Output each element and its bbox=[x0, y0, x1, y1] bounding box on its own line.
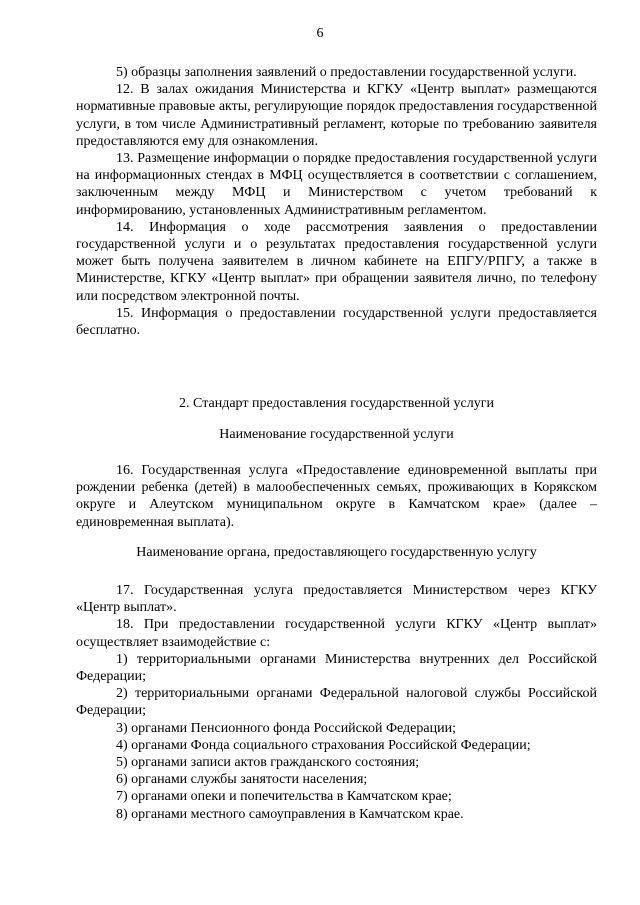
list-item-1: 1) территориальными органами Министерства внутренних дел Российской Федерации; bbox=[76, 651, 597, 685]
list-item-2: 2) территориальными органами Федеральной налоговой службы Российской Федерации; bbox=[76, 686, 597, 719]
paragraph-item-5: 5) образцы заполнения заявлений о предоставлении государственной услуги. bbox=[116, 65, 577, 80]
paragraph-15: 15. Информация о предоставлении государственной услуги предоставляется бесплатно. bbox=[76, 305, 597, 339]
subheading-service-name: Наименование государственной услуги bbox=[219, 427, 454, 442]
paragraph-14: 14. Информация о ходе рассмотрения заявления о предоставлении государственной услуги и о результатах предоставления государственной услуги может быть получена заявителем в личном кабинете на ЕПГУ/РПГУ, а также в Министерстве, КГКУ «Центр выплат» при обращении заявителя лично, по телефону или посредством электронной почты. bbox=[76, 219, 597, 304]
paragraph-12: 12. В залах ожидания Министерства и КГКУ «Центр выплат» размещаются нормативные правовые акты, регулирующие порядок предоставления государственной услуги, в том числе Административный регламент, которые по требованию заявителя предоставляются ему для ознакомления. bbox=[76, 82, 597, 149]
list-item-6: 6) органами службы занятости населения; bbox=[116, 772, 368, 788]
list-item-4: 4) органами Фонда социального страхования Российской Федерации; bbox=[116, 737, 531, 753]
paragraph-17: 17. Государственная услуга предоставляется Министерством через КГКУ «Центр выплат». bbox=[76, 583, 597, 616]
subheading-block-2 bbox=[76, 544, 597, 561]
section-heading: 2. Стандарт предоставления государственной услуги bbox=[179, 396, 494, 411]
subheading-authority: Наименование органа, предоставляющего государственную услугу bbox=[136, 545, 537, 560]
list-item-5: 5) органами записи актов гражданского состояния; bbox=[116, 755, 420, 771]
interaction-paragraphs bbox=[76, 582, 597, 823]
list-item-7: 7) органами опеки и попечительства в Камчатском крае; bbox=[116, 789, 452, 805]
section-heading-block bbox=[76, 395, 597, 412]
page-number: 6 bbox=[316, 26, 324, 41]
info-paragraphs bbox=[76, 64, 597, 339]
subheading-block-1 bbox=[76, 426, 597, 443]
list-item-8: 8) органами местного самоуправления в Камчатском крае. bbox=[116, 806, 464, 822]
paragraph-13: 13. Размещение информации о порядке предоставления государственной услуги на информационных стендах в МФЦ осуществляется в соответствии с соглашением, заключенным между МФЦ и Министерством с учетом требований к информированию, установленных Административным регламентом. bbox=[76, 151, 597, 218]
paragraph-16-block bbox=[76, 462, 597, 531]
list-item-3: 3) органами Пенсионного фонда Российской Федерации; bbox=[116, 720, 456, 736]
paragraph-16: 16. Государственная услуга «Предоставление единовременной выплаты при рождении ребенка (детей) в малообеспеченных семьях, проживающих в Корякском округе и Алеутском муниципальном округе в Камчатском крае» (далее – единовременная выплата). bbox=[76, 463, 597, 530]
paragraph-18: 18. При предоставлении государственной услуги КГКУ «Центр выплат» осуществляет взаимодействие с: bbox=[76, 617, 597, 650]
